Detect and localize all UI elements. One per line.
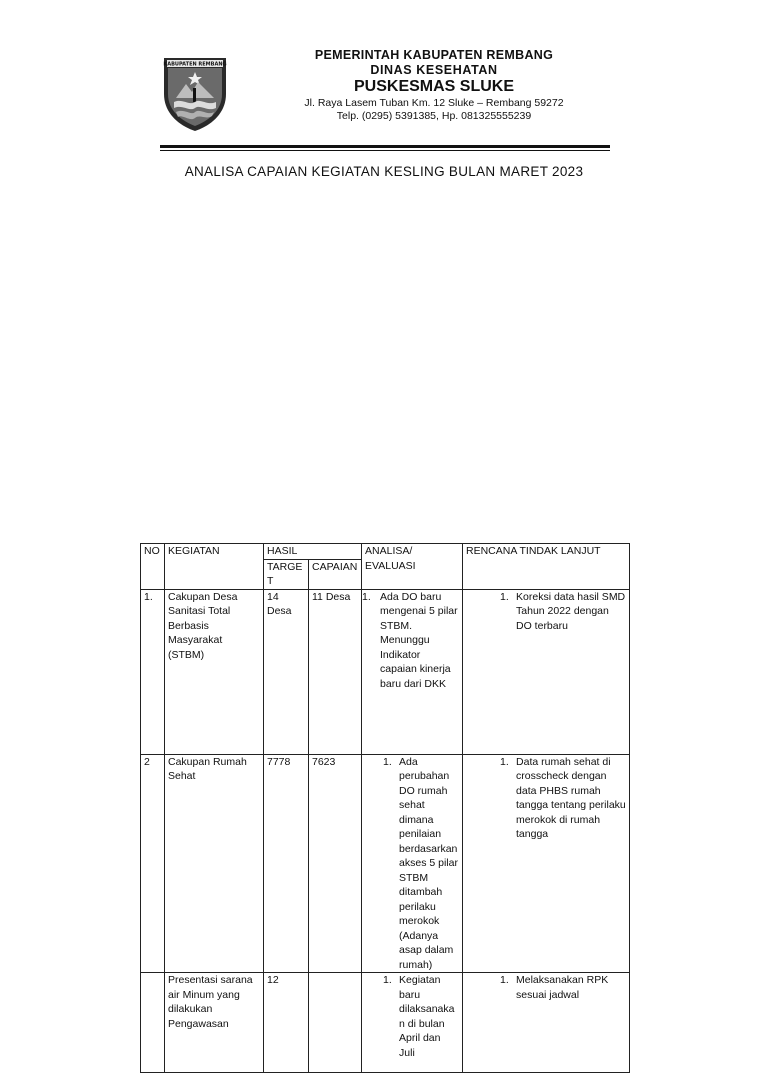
cell-no (141, 973, 165, 1073)
list-item (362, 590, 459, 692)
cell-analisa (362, 754, 463, 973)
cell-rencana (463, 754, 630, 973)
header-no: NO (141, 544, 165, 590)
header-target: TARGE T (264, 559, 309, 589)
org-address: Jl. Raya Lasem Tuban Km. 12 Sluke – Rembang 59272 (304, 97, 564, 109)
org-phone: Telp. (0295) 5391385, Hp. 081325555239 (336, 110, 532, 122)
emblem-lettering: KABUPATEN REMBANG (163, 61, 227, 68)
table-row (141, 973, 630, 1073)
cell-capaian: 7623 (309, 754, 362, 973)
list-text: Data rumah sehat di crosscheck dengan data PHBS rumah tangga tentang perilaku merokok di rumah tangga (516, 755, 626, 840)
header-rencana: RENCANA TINDAK LANJUT (463, 544, 630, 590)
table-row (141, 754, 630, 973)
list-text: Melaksanakan RPK sesuai jadwal (516, 974, 609, 1001)
cell-analisa (362, 589, 463, 754)
org-government: PEMERINTAH KABUPATEN REMBANG (314, 48, 554, 62)
org-department: DINAS KESEHATAN (370, 63, 498, 77)
letterhead-rule-thin (160, 150, 610, 151)
letterhead-rule-thick (160, 145, 610, 148)
list-item (466, 590, 626, 634)
list-number: 1. (500, 590, 509, 603)
list-item (466, 755, 626, 842)
header-analisa: ANALISA/ EVALUASI (362, 544, 463, 590)
letterhead (160, 44, 610, 154)
cell-target: 12 (264, 973, 309, 1073)
evaluation-table (140, 543, 630, 1073)
list-number: 1. (383, 755, 392, 768)
cell-kegiatan: Cakupan Rumah Sehat (165, 754, 264, 973)
table-row (141, 589, 630, 754)
cell-target: 14 Desa (264, 589, 309, 754)
document-title: ANALISA CAPAIAN KEGIATAN KESLING BULAN MARET 2023 (184, 164, 584, 179)
list-text: Ada perubahan DO rumah sehat dimana penilaian berdasarkan akses 5 pilar STBM ditambah perilaku merokok (Adanya asap dalam rumah) (399, 755, 458, 971)
cell-kegiatan: Cakupan Desa Sanitasi Total Berbasis Masyarakat (STBM) (165, 589, 264, 754)
list-number: 1. (383, 974, 392, 986)
cell-capaian (309, 973, 362, 1073)
list-number: 1. (500, 755, 509, 768)
list-text: Ada DO baru mengenai 5 pilar STBM. Menunggu Indikator capaian kinerja baru dari DKK (380, 590, 458, 690)
list-number: 1. (500, 974, 509, 986)
organization-block (238, 47, 630, 123)
header-kegiatan: KEGIATAN (165, 544, 264, 590)
list-text: Kegiatan baru dilaksanakan di bulan April dan Juli (399, 974, 455, 1059)
cell-rencana (463, 973, 630, 1073)
list-number: 1. (362, 590, 371, 603)
list-item (365, 973, 459, 1060)
list-item (466, 973, 626, 1002)
rembang-regency-emblem-icon (162, 54, 228, 132)
cell-analisa (362, 973, 463, 1073)
org-puskesmas: PUSKESMAS SLUKE (353, 78, 515, 95)
list-item (365, 755, 459, 973)
header-hasil: HASIL (264, 544, 362, 560)
header-capaian: CAPAIAN (309, 559, 362, 589)
cell-kegiatan: Presentasi sarana air Minum yang dilakukan Pengawasan (165, 973, 264, 1073)
cell-no: 1. (141, 589, 165, 754)
cell-rencana (463, 589, 630, 754)
table-header-row (141, 544, 630, 560)
cell-target: 7778 (264, 754, 309, 973)
list-text: Koreksi data hasil SMD Tahun 2022 dengan DO terbaru (516, 590, 626, 632)
cell-no: 2 (141, 754, 165, 973)
cell-capaian: 11 Desa (309, 589, 362, 754)
